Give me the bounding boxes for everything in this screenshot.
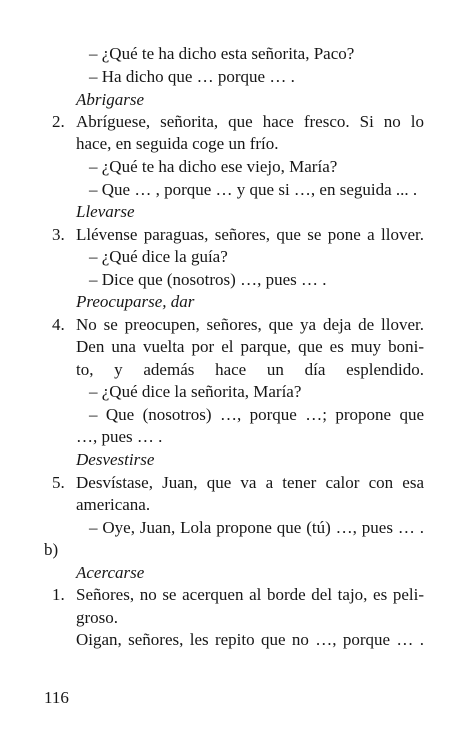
text-line: – Ha dicho que … porque … . — [89, 67, 295, 86]
text-line: to, y además hace un día esplendido. — [76, 360, 424, 379]
text-line: Oigan, señores, les repito que no …, porque … . — [76, 630, 424, 649]
exercise-verb-heading: Llevarse — [76, 202, 135, 221]
item-number: 4. — [52, 315, 65, 334]
text-line: Señores, no se acerquen al borde del tajo, es peli- — [76, 585, 424, 604]
item-number: 5. — [52, 473, 65, 492]
item-number: 2. — [52, 112, 65, 131]
exercise-verb-heading: Preocuparse, dar — [76, 292, 195, 311]
text-line: Llévense paraguas, señores, que se pone a llover. — [76, 225, 424, 244]
text-line: – Que (nosotros) …, porque …; propone que — [89, 405, 424, 424]
exercise-verb-heading: Acercarse — [76, 563, 145, 582]
text-line: Den una vuelta por el parque, que es muy boni- — [76, 337, 424, 356]
text-line: – Que … , porque … y que si …, en seguida ... . — [89, 180, 418, 199]
text-line: – Oye, Juan, Lola propone que (tú) …, pues … . — [89, 518, 424, 537]
text-line: – ¿Qué dice la guía? — [89, 247, 228, 266]
page-number: 116 — [44, 688, 69, 707]
item-number: 1. — [52, 585, 65, 604]
text-line: – Dice que (nosotros) …, pues … . — [89, 270, 327, 289]
section-label: b) — [44, 540, 59, 559]
text-line: – ¿Qué dice la señorita, María? — [89, 382, 302, 401]
exercise-verb-heading: Abrigarse — [76, 90, 144, 109]
text-line: Abríguese, señorita, que hace fresco. Si no lo — [76, 112, 424, 131]
text-line: Desvístase, Juan, que va a tener calor con esa — [76, 473, 424, 492]
text-line: groso. — [76, 608, 119, 627]
text-line: hace, en seguida coge un frío. — [76, 134, 279, 153]
text-line: – ¿Qué te ha dicho ese viejo, María? — [89, 157, 338, 176]
text-line: – ¿Qué te ha dicho esta señorita, Paco? — [89, 44, 355, 63]
exercise-verb-heading: Desvestirse — [76, 450, 155, 469]
text-line: No se preocupen, señores, que ya deja de llover. — [76, 315, 424, 334]
item-number: 3. — [52, 225, 65, 244]
text-line: americana. — [76, 495, 151, 514]
text-line: …, pues … . — [76, 427, 163, 446]
